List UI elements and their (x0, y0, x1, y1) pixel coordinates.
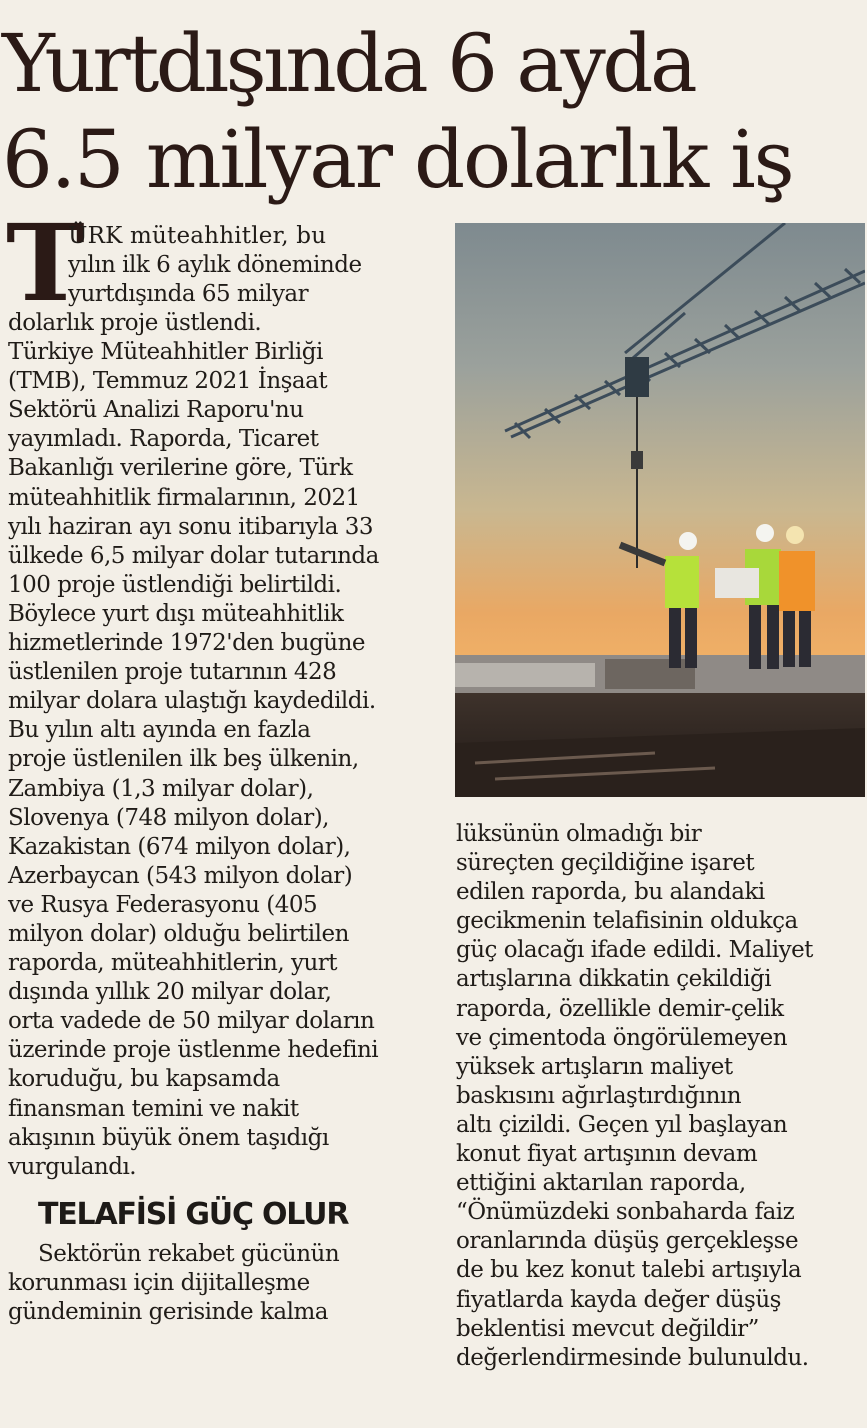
body-line: “Önümüzdeki sonbaharda faiz (456, 1199, 795, 1226)
lead-lines (68, 222, 362, 309)
body-line: koruduğu, bu kapsamda (8, 1066, 280, 1093)
headline-line-1: Yurtdışında 6 ayda (2, 17, 695, 110)
body-line: finansman temini ve nakit (8, 1095, 299, 1122)
body-line: Sektörün rekabet gücünün (38, 1240, 340, 1267)
body-line: edilen raporda, bu alandaki (456, 879, 765, 906)
body-line: Böylece yurt dışı müteahhitlik (8, 600, 344, 627)
body-line: baskısını ağırlaştırdığının (456, 1082, 742, 1109)
body-line: dışında yıllık 20 milyar dolar, (8, 979, 332, 1006)
article-column-right (456, 820, 866, 1373)
body-line: ve Rusya Federasyonu (405 (8, 891, 318, 918)
body-line: Türkiye Müteahhitler Birliği (8, 339, 323, 366)
headline-line-2: 6.5 milyar dolarlık iş (2, 113, 793, 206)
body-line: altı çizildi. Geçen yıl başlayan (456, 1111, 788, 1138)
body-line: vurgulandı. (8, 1153, 137, 1180)
body-line: hizmetlerinde 1972'den bugüne (8, 630, 366, 657)
body-line: lüksünün olmadığı bir (456, 821, 702, 847)
body-line: milyon dolar) olduğu belirtilen (8, 920, 349, 947)
body-line: raporda, müteahhitlerin, yurt (8, 950, 338, 977)
headline (2, 16, 865, 208)
body-line: 100 proje üstlendiği belirtildi. (8, 571, 342, 598)
body-line: proje üstlenilen ilk beş ülkenin, (8, 746, 359, 773)
subheading: TELAFİSİ GÜÇ OLUR (38, 1196, 349, 1232)
body-line: dolarlık proje üstlendi. (8, 310, 262, 336)
body-line: güç olacağı ifade edildi. Maliyet (456, 937, 813, 964)
body-line: Sektörü Analizi Raporu'nu (8, 397, 304, 424)
body-line: yüksek artışların maliyet (456, 1053, 733, 1080)
body-line: yılı haziran ayı sonu itibarıyla 33 (8, 513, 374, 540)
body-line: Bakanlığı verilerine göre, Türk (8, 455, 353, 482)
body-text (8, 309, 436, 1182)
body-line: orta vadede de 50 milyar doların (8, 1008, 375, 1035)
body-line: Zambiya (1,3 milyar dolar), (8, 775, 314, 802)
body-line: üstlenilen proje tutarının 428 (8, 659, 337, 686)
body-line: beklentisi mevcut değildir” (456, 1315, 759, 1342)
body-line: milyar dolara ulaştığı kaydedildi. (8, 688, 376, 715)
body-line: süreçten geçildiğine işaret (456, 850, 755, 877)
section-2-text (8, 1240, 436, 1327)
body-line: konut fiyat artışının devam (456, 1141, 758, 1168)
body-line: ve çimentoda öngörülemeyen (456, 1024, 788, 1051)
body-line: ülkede 6,5 milyar dolar tutarında (8, 542, 379, 569)
article-column-left (6, 200, 436, 1327)
body-line: gecikmenin telafisinin oldukça (456, 908, 798, 935)
body-line: akışının büyük önem taşıdığı (8, 1124, 329, 1151)
body-line: Slovenya (748 milyon dolar), (8, 804, 329, 831)
body-line: Kazakistan (674 milyon dolar), (8, 833, 351, 860)
construction-photo (455, 223, 865, 797)
body-line: oranlarında düşüş gerçekleşse (456, 1228, 799, 1255)
body-line: müteahhitlik firmalarının, 2021 (8, 484, 360, 511)
body-line: Azerbaycan (543 milyon dolar) (8, 862, 353, 889)
body-line: ettiğini aktarılan raporda, (456, 1170, 746, 1197)
lead-line: yurtdışında 65 milyar (68, 281, 309, 308)
body-line: gündeminin gerisinde kalma (8, 1299, 328, 1325)
body-line: fiyatlarda kayda değer düşüş (456, 1286, 781, 1313)
body-line: Bu yılın altı ayında en fazla (8, 717, 311, 744)
body-line: yayımladı. Raporda, Ticaret (8, 426, 319, 453)
body-line: artışlarına dikkatin çekildiği (456, 966, 772, 993)
body-line: değerlendirmesinde bulunuldu. (456, 1344, 809, 1371)
body-line: (TMB), Temmuz 2021 İnşaat (8, 368, 328, 395)
lead-line: ÜRK müteahhitler, bu (68, 223, 327, 249)
body-line: korunması için dijitalleşme (8, 1269, 310, 1296)
drop-cap: T (6, 200, 85, 325)
body-line: üzerinde proje üstlenme hedefini (8, 1037, 379, 1064)
body-line: raporda, özellikle demir-çelik (456, 995, 784, 1022)
body-line: de bu kez konut talebi artışıyla (456, 1257, 802, 1284)
lead-line: yılın ilk 6 aylık döneminde (68, 252, 362, 279)
